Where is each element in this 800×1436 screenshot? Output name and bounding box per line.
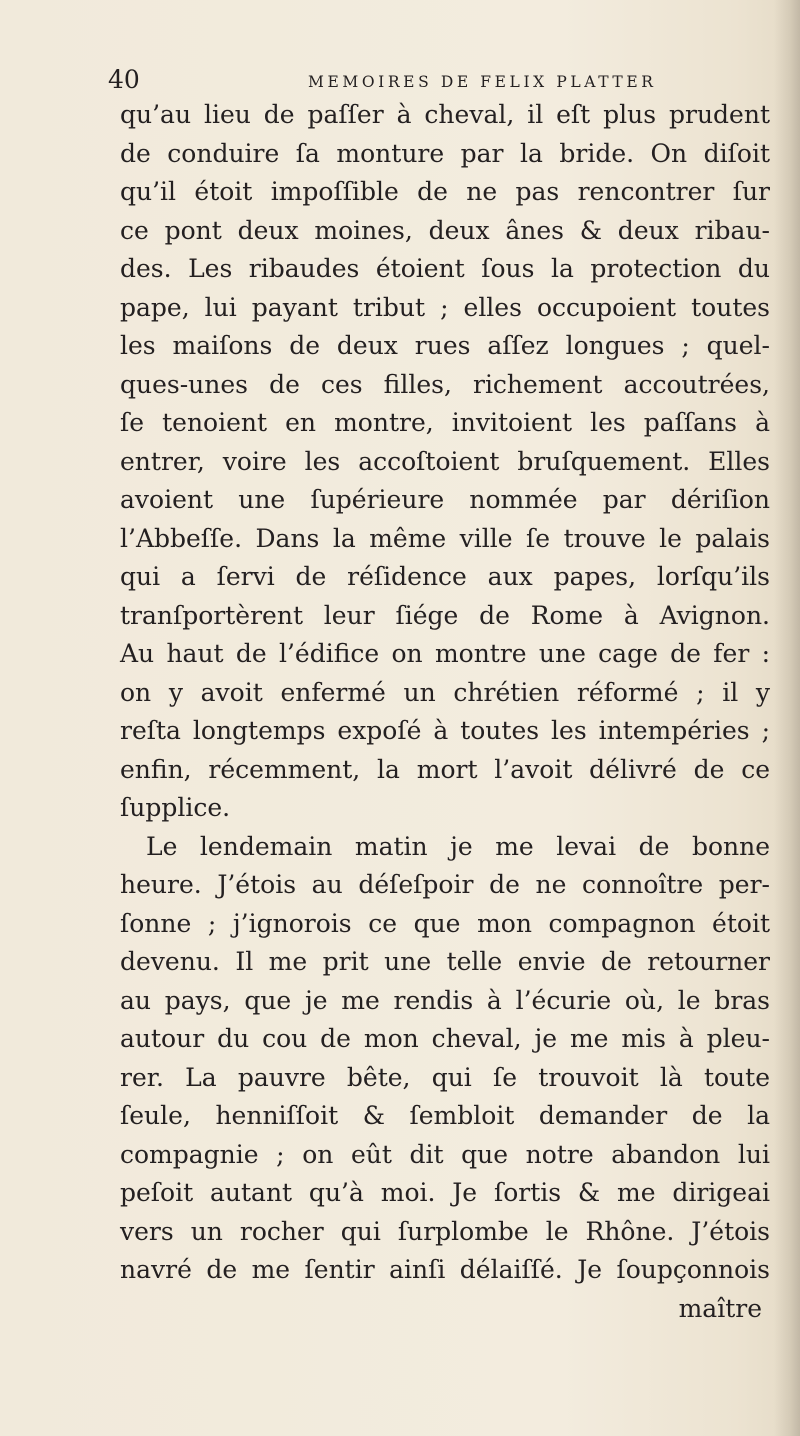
text-line: qu’il étoit impoſſible de ne pas rencontrer ſur (120, 177, 770, 206)
text-line: les maiſons de deux rues aſſez longues ; quel- (120, 331, 770, 360)
text-line: rer. La pauvre bête, qui ſe trouvoit là toute (120, 1062, 770, 1092)
text-line: Au haut de l’édifice on montre une cage de fer : (120, 639, 770, 668)
text-line: heure. J’étois au déſeſpoir de ne connoître per- (120, 870, 770, 899)
text-line: enfin, récemment, la mort l’avoit délivré de ce (120, 754, 770, 784)
body-text (120, 96, 770, 1328)
text-line: ſonne ; j’ignorois ce que mon compagnon étoit (120, 908, 770, 938)
text-line: avoient une ſupérieure nommée par dériſion (120, 485, 770, 514)
text-line: des. Les ribaudes étoient ſous la protection du (120, 254, 770, 283)
text-line: vers un rocher qui ſurplombe le Rhône. J’étois (120, 1216, 770, 1246)
text-line: l’Abbeſſe. Dans la même ville ſe trouve le palais (120, 523, 770, 553)
text-line: compagnie ; on eût dit que notre abandon lui (120, 1139, 770, 1169)
text-line-paragraph-start: Le lendemain matin je me levai de bonne (146, 831, 770, 861)
text-line: ques-unes de ces filles, richement accoutrées, (120, 369, 770, 399)
text-line: tranſportèrent leur ſiége de Rome à Avignon. (120, 600, 770, 630)
text-line: au pays, que je me rendis à l’écurie où, le bras (120, 985, 770, 1015)
page-number: 40 (108, 65, 140, 94)
running-title: MEMOIRES DE FELIX PLATTER (308, 73, 657, 91)
text-line: de conduire ſa monture par la bride. On diſoit (120, 138, 770, 168)
text-line: autour du cou de mon cheval, je me mis à pleu- (120, 1024, 770, 1053)
text-line: entrer, voire les accoſtoient bruſquement. Elles (120, 446, 770, 476)
catchword: maître (678, 1293, 762, 1323)
text-line: pape, lui payant tribut ; elles occupoient toutes (120, 292, 770, 322)
text-line: devenu. Il me prit une telle envie de retourner (120, 947, 770, 976)
text-line: navré de me ſentir ainſi délaiſſé. Je ſoupçonnois (120, 1255, 770, 1284)
text-line: qu’au lieu de paſſer à cheval, il eſt plus prudent (120, 100, 770, 129)
text-line: peſoit autant qu’à moi. Je ſortis & me dirigeai (120, 1178, 770, 1207)
text-line: qui a ſervi de réſidence aux papes, lorſqu’ils (120, 562, 770, 591)
text-line: reſta longtemps expoſé à toutes les intempéries ; (120, 716, 770, 745)
text-line-paragraph-end: ſupplice. (120, 793, 231, 822)
page-edge-shadow (774, 0, 800, 1436)
text-line: on y avoit enfermé un chrétien réformé ; il y (120, 677, 770, 707)
text-line: ce pont deux moines, deux ânes & deux ribau- (120, 215, 770, 245)
text-line: ſeule, henniſſoit & ſembloit demander de la (120, 1101, 770, 1130)
text-line: ſe tenoient en montre, invitoient les paſſans à (120, 408, 770, 437)
